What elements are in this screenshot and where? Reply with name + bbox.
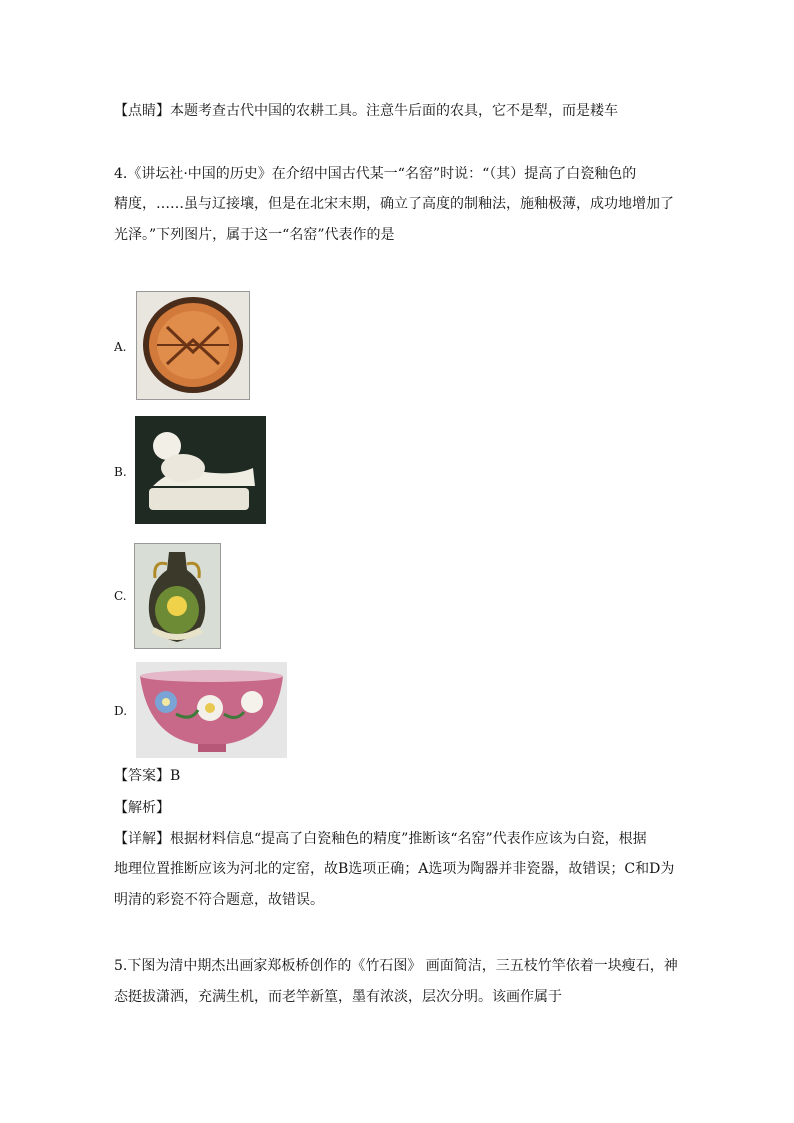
option-d-label[interactable]: D. <box>114 704 128 718</box>
option-b-image[interactable] <box>135 416 266 524</box>
note-text: 【点睛】本题考查古代中国的农耕工具。注意牛后面的农具，它不是犁，而是耧车 <box>114 103 618 119</box>
answer-label: 【答案】B <box>114 768 181 784</box>
question4-line2: 精度，……虽与辽接壤，但是在北宋末期，确立了高度的制釉法，施釉极薄，成功地增加了 <box>114 196 674 212</box>
question4-line1: 4.《讲坛社·中国的历史》在介绍中国古代某一“名窑”时说：“（其）提高了白瓷釉色的 <box>114 166 637 182</box>
enamel-bowl-icon <box>136 662 287 758</box>
question4-line3: 光泽。”下列图片，属于这一“名窑”代表作的是 <box>114 227 395 243</box>
analysis-label: 【解析】 <box>114 800 170 816</box>
detail-line1: 【详解】根据材料信息“提高了白瓷釉色的精度”推断该“名窑”代表作应该为白瓷，根据 <box>114 831 647 847</box>
colored-vase-icon <box>135 544 220 648</box>
option-c-image[interactable] <box>134 543 221 649</box>
option-c-label[interactable]: C. <box>114 589 127 603</box>
option-a-label[interactable]: A. <box>114 340 127 354</box>
question5-line2: 态挺拔潇洒，充满生机，而老竿新篁，墨有浓淡，层次分明。该画作属于 <box>114 989 562 1005</box>
detail-line3: 明清的彩瓷不符合题意，故错误。 <box>114 892 324 908</box>
option-b-label[interactable]: B. <box>114 465 127 479</box>
option-d-image[interactable] <box>136 662 287 758</box>
option-a-image[interactable] <box>136 291 250 400</box>
detail-line2: 地理位置推断应该为河北的定窑，故B选项正确；A选项为陶器并非瓷器，故错误；C和D为 <box>114 861 675 877</box>
question5-line1: 5.下图为清中期杰出画家郑板桥创作的《竹石图》 画面简洁，三五枝竹竿依着一块瘦石，神 <box>114 958 678 974</box>
pottery-bowl-icon <box>137 292 249 399</box>
white-porcelain-pillow-icon <box>135 416 266 524</box>
